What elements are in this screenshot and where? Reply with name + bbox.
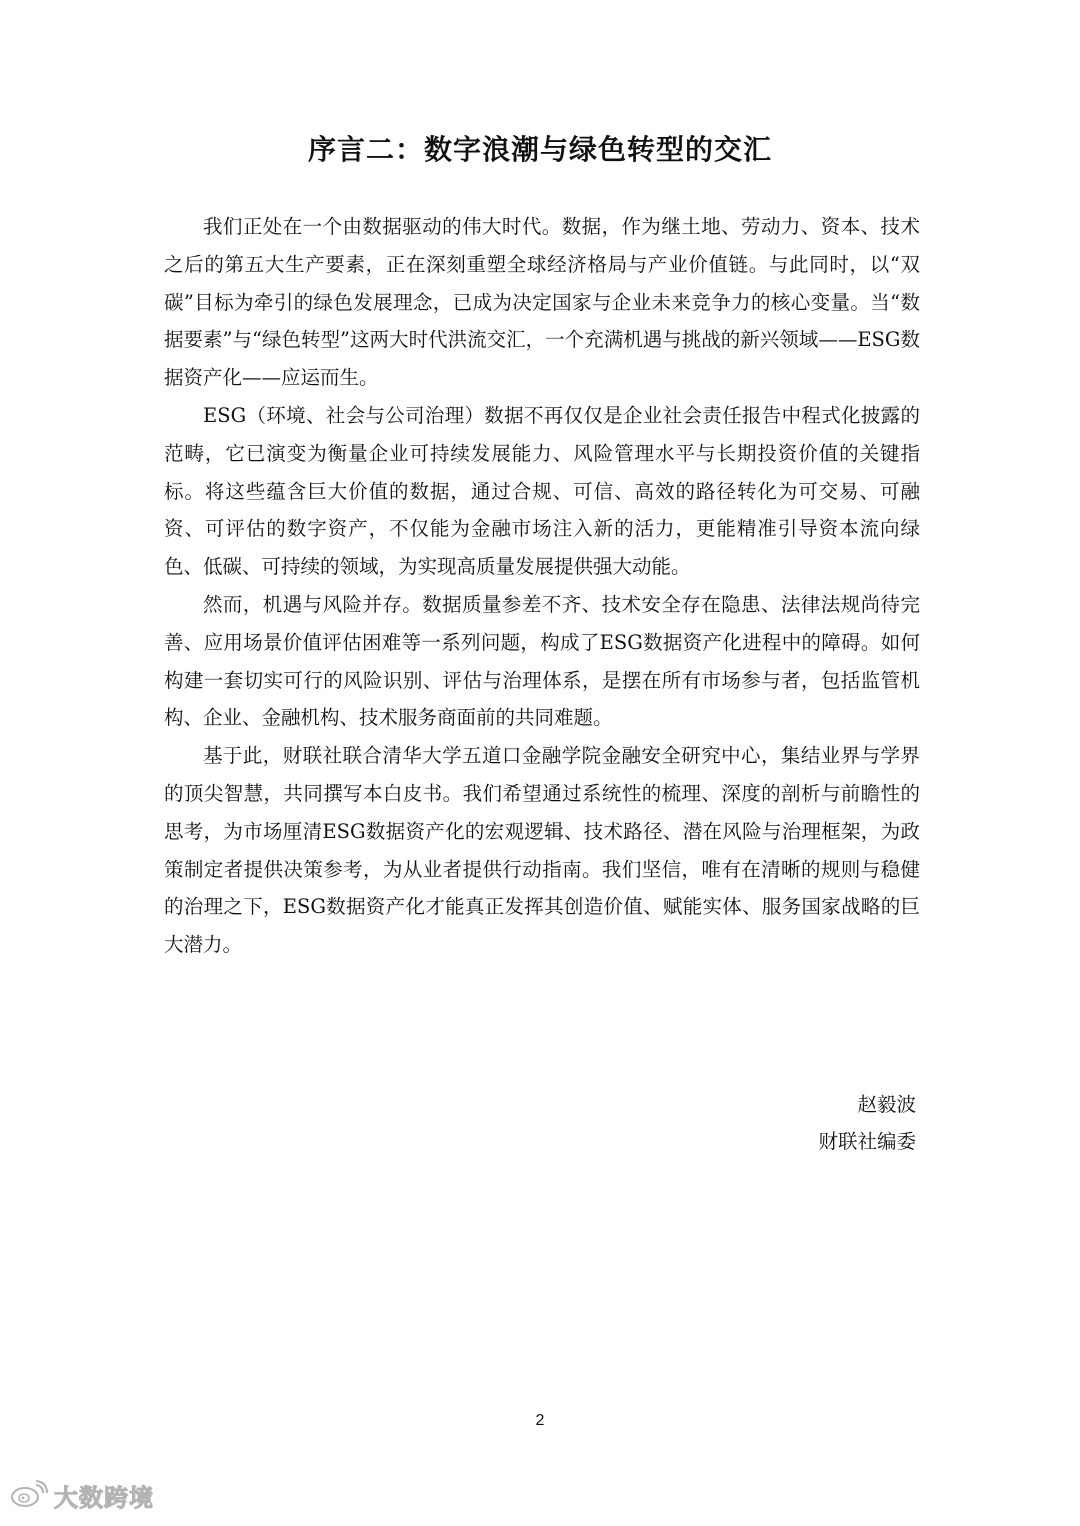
watermark bbox=[10, 1478, 154, 1513]
author-organization: 财联社编委 bbox=[818, 1130, 916, 1153]
preface-body bbox=[164, 208, 920, 964]
paragraph: 然而，机遇与风险并存。数据质量参差不齐、技术安全存在隐患、法律法规尚待完善、应用场景价值评估困难等一系列问题，构成了ESG数据资产化进程中的障碍。如何构建一套切实可行的风险识别、评估与治理体系，是摆在所有市场参与者，包括监管机构、企业、金融机构、技术服务商面前的共同难题。 bbox=[164, 592, 920, 730]
weibo-logo-icon bbox=[10, 1480, 48, 1512]
watermark-text: 大数跨境 bbox=[54, 1484, 154, 1512]
page-number: 2 bbox=[535, 1412, 545, 1429]
author-name: 赵毅波 bbox=[857, 1093, 916, 1116]
signature-block bbox=[818, 1086, 916, 1160]
paragraph: 我们正处在一个由数据驱动的伟大时代。数据，作为继土地、劳动力、资本、技术之后的第五大生产要素，正在深刻重塑全球经济格局与产业价值链。与此同时，以“双碳”目标为牵引的绿色发展理念，已成为决定国家与企业未来竞争力的核心变量。当“数据要素”与“绿色转型”这两大时代洪流交汇，一个充满机遇与挑战的新兴领域——ESG数据资产化——应运而生。 bbox=[164, 215, 920, 390]
paragraph: ESG（环境、社会与公司治理）数据不再仅仅是企业社会责任报告中程式化披露的范畴，它已演变为衡量企业可持续发展能力、风险管理水平与长期投资价值的关键指标。将这些蕴含巨大价值的数据，通过合规、可信、高效的路径转化为可交易、可融资、可评估的数字资产，不仅能为金融市场注入新的活力，更能精准引导资本流向绿色、低碳、可持续的领域，为实现高质量发展提供强大动能。 bbox=[164, 403, 920, 579]
page-title: 序言二：数字浪潮与绿色转型的交汇 bbox=[307, 133, 772, 166]
paragraph: 基于此，财联社联合清华大学五道口金融学院金融安全研究中心，集结业界与学界的顶尖智慧，共同撰写本白皮书。我们希望通过系统性的梳理、深度的剖析与前瞻性的思考，为市场厘清ESG数据资产化的宏观逻辑、技术路径、潜在风险与治理框架，为政策制定者提供决策参考，为从业者提供行动指南。我们坚信，唯有在清晰的规则与稳健的治理之下，ESG数据资产化才能真正发挥其创造价值、赋能实体、服务国家战略的巨大潜力。 bbox=[164, 744, 920, 957]
